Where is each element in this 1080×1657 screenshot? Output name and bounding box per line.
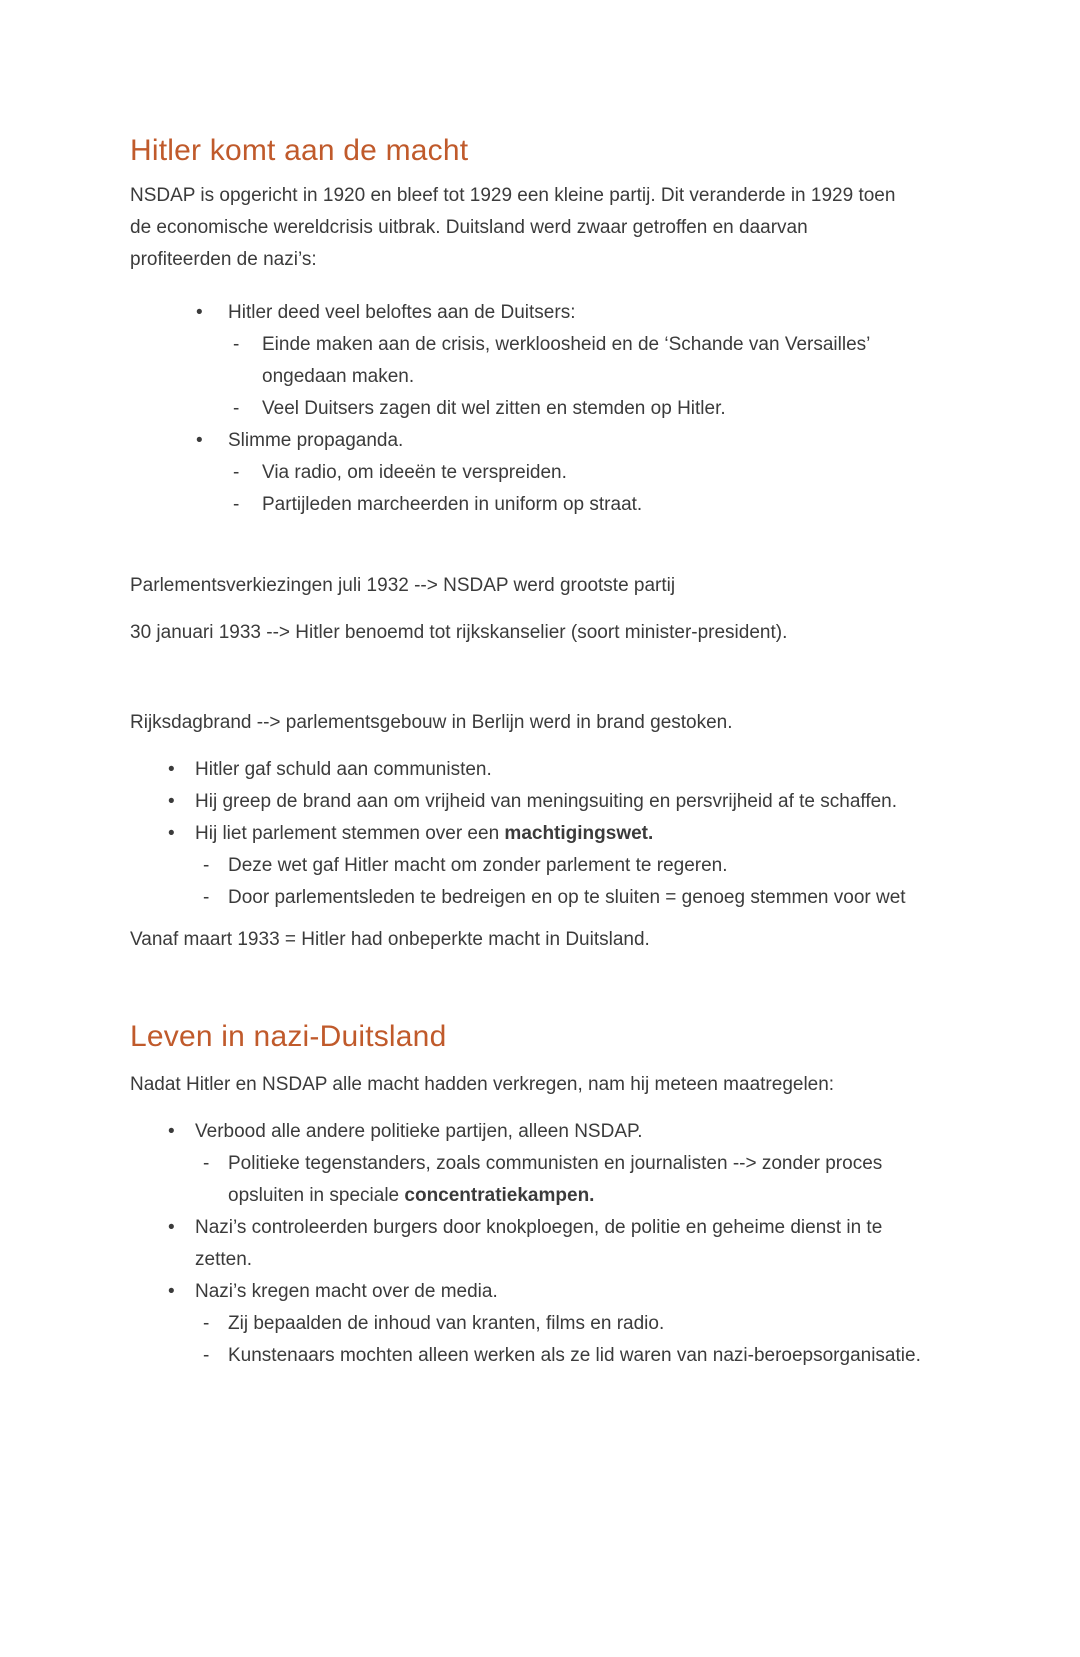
sub-list-item-text: Veel Duitsers zagen dit wel zitten en stemden op Hitler. (262, 398, 726, 419)
sub-list-item-text: Kunstenaars mochten alleen werken als ze lid waren van nazi-beroepsorganisatie. (228, 1345, 921, 1366)
text-line: Politieke tegenstanders, zoals communisten en journalisten --> zonder proces (228, 1153, 883, 1174)
sub-list-item-text: Via radio, om ideeën te verspreiden. (262, 462, 567, 483)
text-line (228, 1180, 882, 1212)
text-line: profiteerden de nazi’s: (130, 249, 317, 270)
sub-list-item-text (228, 1148, 882, 1212)
text-line: NSDAP is opgericht in 1920 en bleef tot 1929 een kleine partij. Dit veranderde in 1929 toen (130, 185, 896, 206)
paragraph-measures-intro: Nadat Hitler en NSDAP alle macht hadden verkregen, nam hij meteen maatregelen: (130, 1074, 835, 1095)
bold-term: concentratiekampen. (404, 1185, 595, 1206)
bullet-icon: • (168, 1217, 175, 1238)
text-segment: opsluiten in speciale (228, 1185, 405, 1206)
paragraph-elections: Parlementsverkiezingen juli 1932 --> NSDAP werd grootste partij (130, 575, 676, 596)
dash-marker: - (203, 855, 210, 876)
sub-list-item (130, 1148, 1020, 1212)
sub-list-item (130, 1340, 1020, 1372)
sub-list-item-text: Partijleden marcheerden in uniform op straat. (262, 494, 643, 515)
text-line: Nazi’s controleerden burgers door knokploegen, de politie en geheime dienst in te (195, 1217, 883, 1238)
text-line: ongedaan maken. (262, 366, 415, 387)
bold-term: machtigingswet. (504, 823, 654, 844)
sub-list-item (130, 457, 1020, 489)
dash-marker: - (233, 398, 240, 419)
sub-list-item (130, 489, 1020, 521)
sub-list-item-text: Zij bepaalden de inhoud van kranten, films en radio. (228, 1313, 665, 1334)
document-page (0, 130, 1080, 1657)
sub-list-item (130, 850, 1020, 882)
bullet-icon: • (168, 759, 175, 780)
sub-list-item (130, 393, 1020, 425)
list-item (130, 754, 1020, 786)
list-item (130, 818, 1020, 850)
list-item (130, 1116, 1020, 1148)
reichstag-list (130, 754, 1020, 914)
list-item-text: Hitler gaf schuld aan communisten. (195, 759, 492, 780)
list-item-text: Slimme propaganda. (228, 430, 404, 451)
dash-marker: - (203, 1345, 210, 1366)
bullet-icon: • (168, 791, 175, 812)
sub-list-item (130, 1308, 1020, 1340)
text-segment: Hij liet parlement stemmen over een (195, 823, 505, 844)
sub-list-item-text: Door parlementsleden te bedreigen en op te sluiten = genoeg stemmen voor wet (228, 887, 906, 908)
text-line: Einde maken aan de crisis, werkloosheid en de ‘Schande van Versailles’ (262, 334, 871, 355)
sub-list-item (130, 329, 1020, 393)
paragraph-chancellor: 30 januari 1933 --> Hitler benoemd tot rijkskanselier (soort minister-president). (130, 622, 788, 643)
promises-list (130, 297, 1020, 521)
dash-marker: - (203, 887, 210, 908)
list-item-text (195, 818, 653, 850)
dash-marker: - (233, 334, 240, 355)
sub-list-item-text: Deze wet gaf Hitler macht om zonder parlement te regeren. (228, 855, 728, 876)
list-item (130, 297, 1020, 329)
paragraph-march-1933: Vanaf maart 1933 = Hitler had onbeperkte macht in Duitsland. (130, 929, 650, 950)
list-item (130, 1276, 1020, 1308)
list-item (130, 425, 1020, 457)
sub-list-item-text (262, 329, 870, 393)
sub-list-item (130, 882, 1020, 914)
dash-marker: - (203, 1153, 210, 1174)
list-item-text: Nazi’s kregen macht over de media. (195, 1281, 498, 1302)
list-item (130, 1212, 1020, 1276)
dash-marker: - (233, 494, 240, 515)
bullet-icon: • (168, 823, 175, 844)
dash-marker: - (233, 462, 240, 483)
text-line: de economische wereldcrisis uitbrak. Duitsland werd zwaar getroffen en daarvan (130, 217, 808, 238)
bullet-icon: • (168, 1281, 175, 1302)
list-item-text: Hitler deed veel beloftes aan de Duitsers: (228, 302, 576, 323)
list-item-text: Verbood alle andere politieke partijen, alleen NSDAP. (195, 1121, 643, 1142)
list-item (130, 786, 1020, 818)
bullet-icon: • (196, 302, 203, 323)
list-item-text: Hij greep de brand aan om vrijheid van meningsuiting en persvrijheid af te schaffen. (195, 791, 898, 812)
paragraph-intro (130, 180, 1020, 276)
bullet-icon: • (168, 1121, 175, 1142)
list-item-text (195, 1212, 882, 1276)
measures-list (130, 1116, 1020, 1372)
text-line: zetten. (195, 1249, 253, 1270)
section-heading-leven-in-nazi-duitsland: Leven in nazi-Duitsland (130, 1020, 447, 1053)
dash-marker: - (203, 1313, 210, 1334)
paragraph-reichstag-fire: Rijksdagbrand --> parlementsgebouw in Berlijn werd in brand gestoken. (130, 712, 733, 733)
bullet-icon: • (196, 430, 203, 451)
section-heading-hitler-komt-aan-de-macht: Hitler komt aan de macht (130, 134, 469, 167)
